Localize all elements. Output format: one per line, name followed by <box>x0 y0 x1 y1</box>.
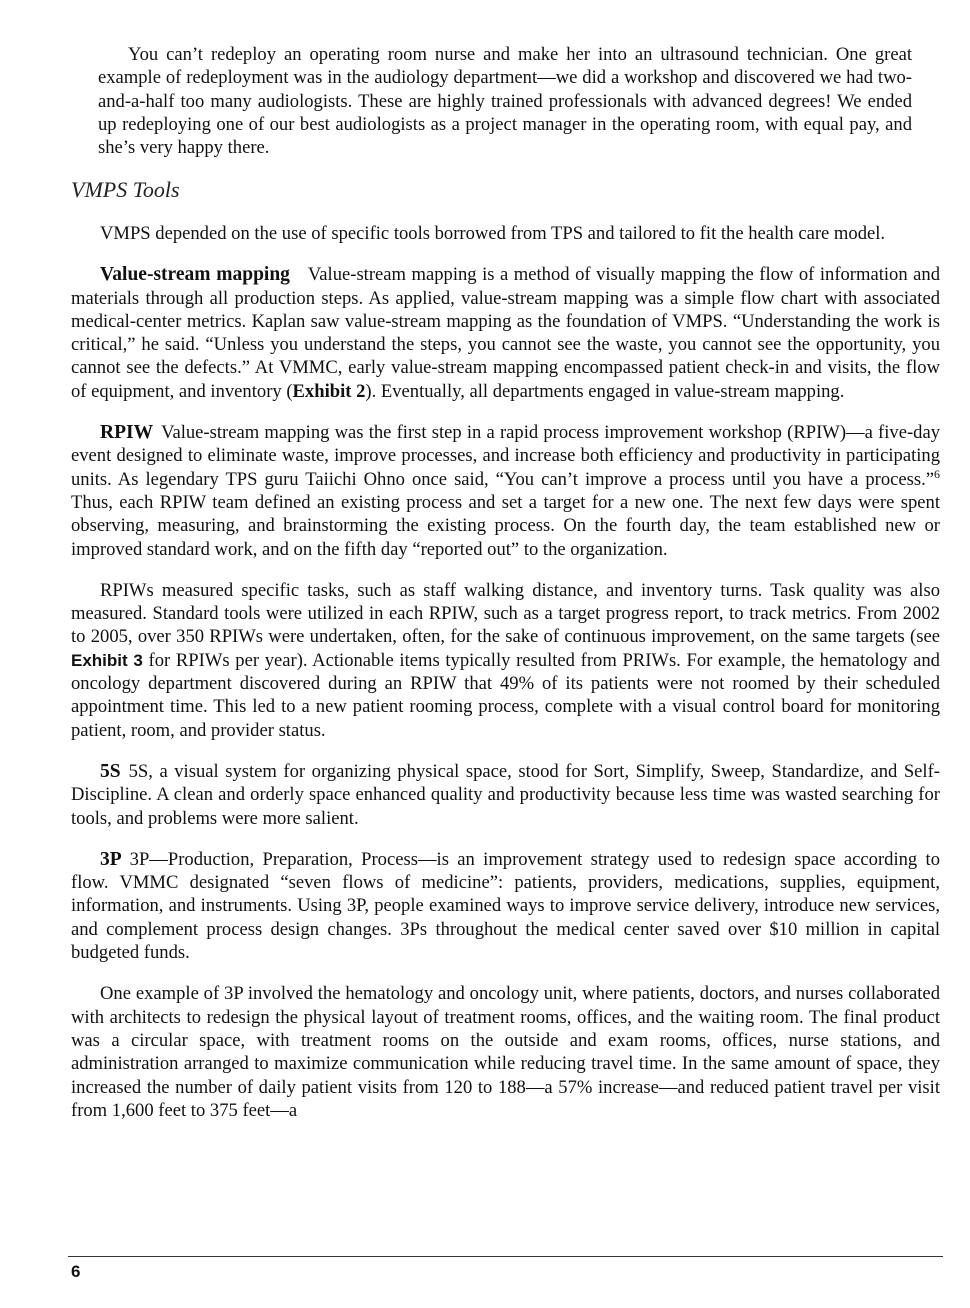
block-quote <box>98 43 912 159</box>
rpiw-text-a: Value-stream mapping was the first step in a rapid process improvement workshop (RPIW)—a five-day event designed to eliminate waste, improve processes, and increase both efficiency and productivity in participating units. As legendary TPS guru Taiichi Ohno once said, “You can’t improve a process until you have a process.” <box>71 422 940 490</box>
three-p-paragraph <box>71 848 940 964</box>
rpiw-term: RPIW <box>100 422 154 444</box>
intro-paragraph: VMPS depended on the use of specific tools borrowed from TPS and tailored to fit the health care model. <box>100 223 886 244</box>
five-s-text: 5S, a visual system for organizing physical space, stood for Sort, Simplify, Sweep, Standardize, and Self-Discipline. A clean and orderly space enhanced quality and productivity because less time was wasted searching for tools, and problems were more salient. <box>71 760 940 829</box>
three-p-text: 3P—Production, Preparation, Process—is an improvement strategy used to redesign space according to flow. VMMC designated “seven flows of medicine”: patients, providers, medications, supplies, equipment, information, and instruments. Using 3P, people examined ways to improve service delivery, introduce new services, and complement process design changes. 3Ps throughout the medical center saved over $10 million in capital budgeted funds. <box>71 848 940 964</box>
rpiw-measures-paragraph <box>71 579 940 742</box>
rpiw-measures-text-a: RPIWs measured specific tasks, such as staff walking distance, and inventory turns. Task quality was also measured. Standard tools were utilized in each RPIW, such as a target progress report, to track metrics. From 2002 to 2005, over 350 RPIWs were undertaken, often, for the sake of continuous improvement, on the same targets (see <box>71 579 940 648</box>
vsm-exhibit-ref: Exhibit 2 <box>292 380 366 402</box>
footer-rule <box>68 1256 943 1257</box>
quote-paragraph: You can’t redeploy an operating room nurse and make her into an ultrasound technician. One great example of redeployment was in the audiology department—we did a workshop and discovered we had two-and-a-half too many audiologists. These are highly trained professionals with advanced degrees! We ended up redeploying one of our best audiologists as a project manager in the operating room, with equal pay, and she’s very happy there. <box>98 44 912 159</box>
rpiw-exhibit-ref: Exhibit 3 <box>71 650 143 670</box>
vsm-text-b: ). Eventually, all departments engaged in value-stream mapping. <box>365 380 845 402</box>
page-number: 6 <box>71 1262 81 1281</box>
rpiw-paragraph <box>71 421 940 561</box>
footnote-marker: 6 <box>934 466 940 481</box>
vsm-term: Value-stream mapping <box>100 264 290 286</box>
rpiw-measures-text-b: for RPIWs per year). Actionable items typically resulted from PRIWs. For example, the hematology and oncology department discovered during an RPIW that 49% of its patients were not roomed by their scheduled appointment time. This led to a new patient rooming process, complete with a visual control board for monitoring patient, room, and provider status. <box>71 649 940 741</box>
three-p-example-paragraph: One example of 3P involved the hematology and oncology unit, where patients, doctors, and nurses collaborated with architects to redesign the physical layout of treatment rooms, offices, and the waiting room. The final product was a circular space, with treatment rooms on the outside and exam rooms, offices, nurse stations, and administration arranged to maximize communication while reducing travel time. In the same amount of space, they increased the number of daily patient visits from 120 to 188—a 57% increase—and reduced patient travel per visit from 1,600 feet to 375 feet—a <box>71 983 940 1121</box>
vsm-text-a: Value-stream mapping is a method of visually mapping the flow of information and materials through all production steps. As applied, value-stream mapping was a simple flow chart with associated medical-center metrics. Kaplan saw value-stream mapping as the foundation of VMPS. “Understanding the work is critical,” he said. “Unless you understand the steps, you cannot see the waste, you cannot see the opportunity, you cannot see the defects.” At VMMC, early value-stream mapping encompassed patient check-in and visits, the flow of equipment, and inventory ( <box>71 264 940 402</box>
rpiw-text-b: Thus, each RPIW team defined an existing process and set a target for a new one. The next few days were spent observing, measuring, and brainstorming the existing process. On the fourth day, the team established new or improved standard work, and on the fifth day “reported out” to the organization. <box>71 491 940 560</box>
section-body <box>71 222 940 1140</box>
five-s-term: 5S <box>100 760 121 782</box>
section-heading: VMPS Tools <box>71 177 180 202</box>
five-s-paragraph <box>71 760 940 830</box>
vsm-paragraph <box>71 263 940 403</box>
three-p-term: 3P <box>100 848 122 870</box>
